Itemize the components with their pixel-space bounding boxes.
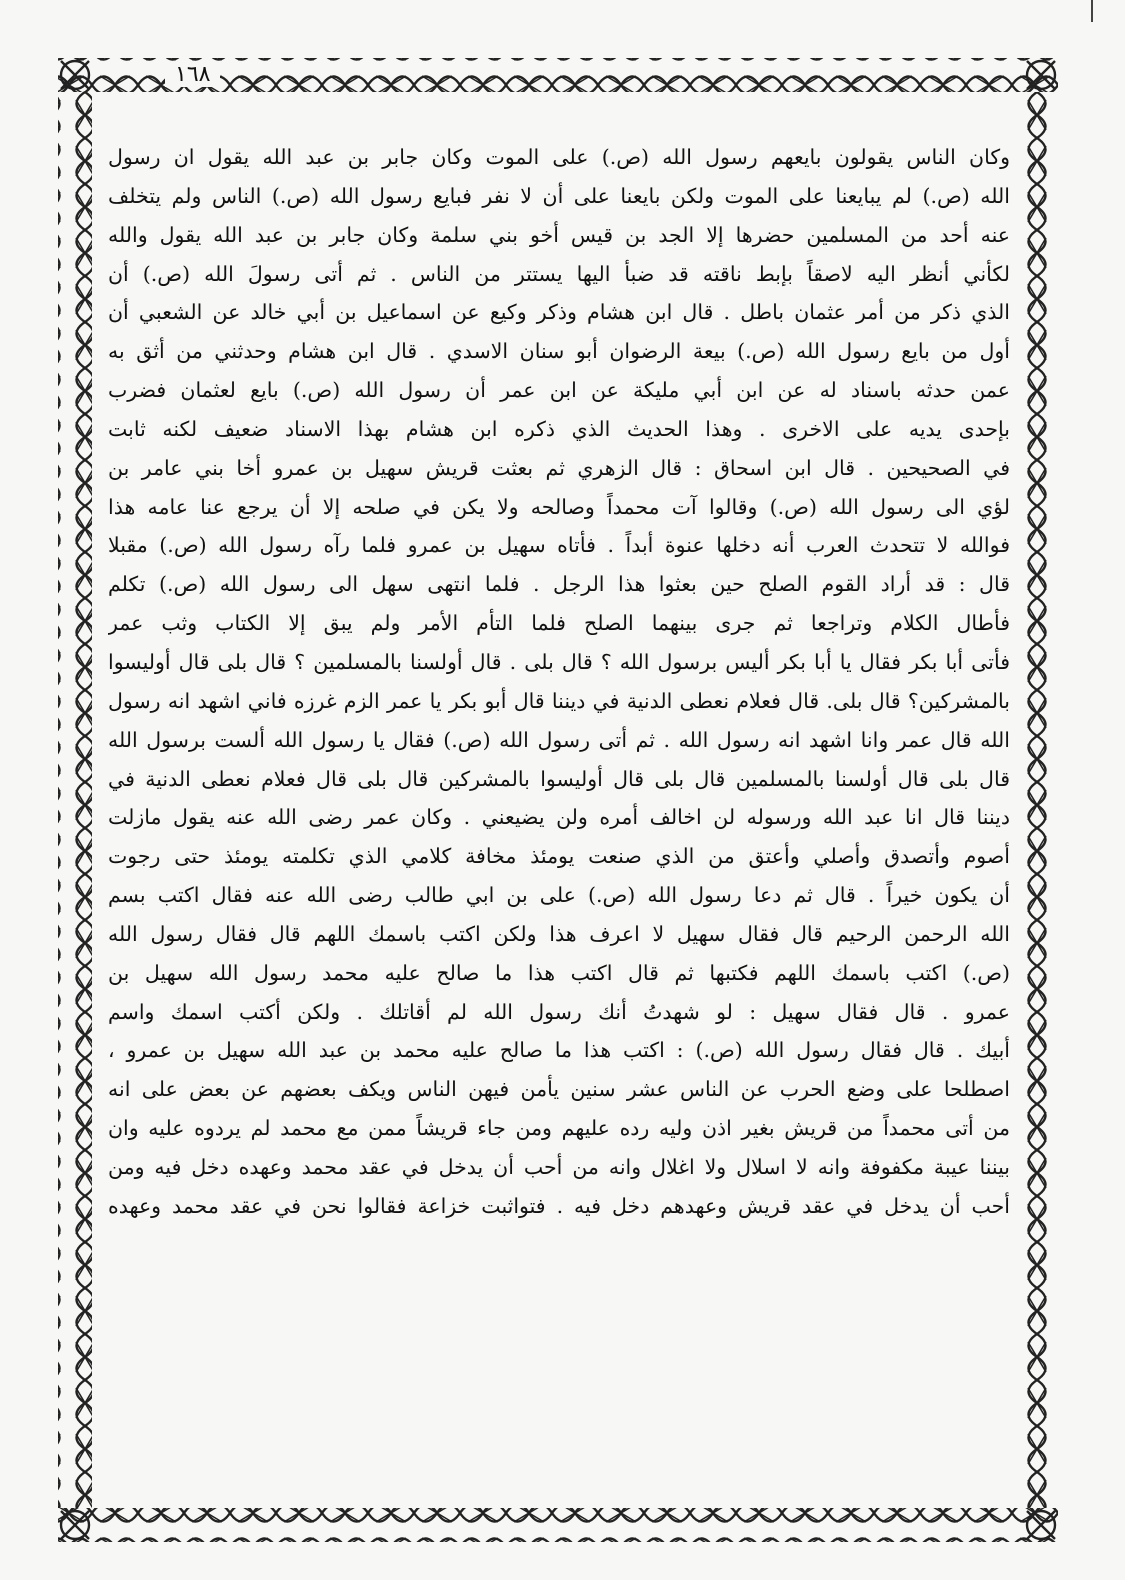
text-line: وكان الناس يقولون بايعهم رسول الله (ص.) على الموت وكان جابر بن عبد الله يقول ان رسول xyxy=(108,145,1010,169)
text-line: الله الرحمن الرحيم قال فقال سهيل لا اعرف هذا ولكن اكتب باسمك اللهم قال فقال رسول الله xyxy=(108,921,1010,946)
page-number: ١٦٨ xyxy=(165,62,220,87)
text-line: بالمشركين؟ قال بلى. قال فعلام نعطى الدنية في ديننا قال أبو بكر يا عمر الزم غرزه فاني اشهد انه رسول xyxy=(108,688,1010,713)
text-line: لكأني أنظر اليه لاصقاً بإبط ناقته قد ضبأ اليها يستتر من الناس . ثم أتى رسولَ الله (ص.) أن xyxy=(108,261,1010,286)
text-line: بإحدى يديه على الاخرى . وهذا الحديث الذي ذكره ابن هشام بهذا الاسناد ضعيف لكنه ثابت xyxy=(108,416,1010,441)
text-line: أحب أن يدخل في عقد قريش وعهدهم دخل فيه . فتواثبت خزاعة فقالوا نحن في عقد محمد وعهده xyxy=(108,1193,1010,1218)
text-line: أن يكون خيراً . قال ثم دعا رسول الله (ص.) على بن ابي طالب رضى الله عنه فقال اكتب بسم xyxy=(108,883,1010,908)
text-line: اصطلحا على وضع الحرب عن الناس عشر سنين يأمن فيهن الناس ويكف بعضهم عن بعض على انه xyxy=(108,1077,1010,1102)
text-line: عمن حدثه باسناد له عن ابن أبي مليكة عن ابن عمر أن رسول الله (ص.) بايع لعثمان فضرب xyxy=(108,378,1010,403)
text-line: قال بلى قال أولسنا بالمسلمين قال بلى قال أوليسوا بالمشركين قال بلى قال فعلام نعطى الدنية في xyxy=(108,766,1010,791)
text-line: فأتى أبا بكر فقال يا أبا بكر أليس برسول الله ؟ قال بلى . قال أولسنا بالمسلمين ؟ قال بلى قال أوليسوا xyxy=(108,649,1010,674)
text-line: (ص.) اكتب باسمك اللهم فكتبها ثم قال اكتب هذا ما صالح عليه محمد رسول الله سهيل بن xyxy=(108,960,1010,985)
text-line: الذي ذكر من أمر عثمان باطل . قال ابن هشام وذكر وكيع عن اسماعيل بن أبي خالد عن الشعبي أن xyxy=(108,300,1010,325)
text-line: قال : قد أراد القوم الصلح حين بعثوا هذا الرجل . فلما انتهى سهل الى رسول الله (ص.) تكلم xyxy=(108,572,1010,597)
text-line: أصوم وأتصدق وأصلي وأعتق من الذي صنعت يومئذ مخافة كلامي الذي تكلمته يومئذ حتى رجوت xyxy=(108,844,1010,869)
text-line: عمرو . قال فقال سهيل : لو شهدتُ أنك رسول الله لم أقاتلك . ولكن أكتب اسمك واسم xyxy=(108,999,1010,1024)
text-line: فأطال الكلام وتراجعا ثم جرى بينهما الصلح فلما التأم الأمر ولم يبق إلا الكتاب وثب عمر xyxy=(108,611,1010,636)
text-line: لؤي الى رسول الله (ص.) وقالوا آت محمداً وصالحه ولا يكن في صلحه إلا أن يرجع عنا عامه هذا xyxy=(108,494,1010,519)
text-line: ديننا قال انا عبد الله ورسوله لن اخالف أمره ولن يضيعني . وكان عمر رضى الله عنه يقول مازلت xyxy=(108,805,1010,830)
text-line: الله (ص.) لم يبايعنا على الموت ولكن بايعنا على أن لا نفر فبايع رسول الله (ص.) الناس ولم يتخلف xyxy=(108,183,1010,208)
text-line: أبيك . قال فقال رسول الله (ص.) : اكتب هذا ما صالح عليه محمد بن عبد الله سهيل بن عمرو ، xyxy=(108,1038,1010,1063)
text-line: من أتى محمداً من قريش بغير اذن وليه رده عليهم ومن جاء قريشاً ممن مع محمد لم يردوه عليه وان xyxy=(108,1116,1010,1141)
margin-ink-mark xyxy=(1091,0,1093,22)
text-line: أول من بايع رسول الله (ص.) بيعة الرضوان أبو سنان الاسدي . قال ابن هشام وحدثني من أثق به xyxy=(108,339,1010,364)
text-line: الله قال عمر وانا اشهد انه رسول الله . ثم أتى رسول الله (ص.) فقال يا رسول الله ألست برسول الله xyxy=(108,727,1010,752)
text-line: عنه أحد من المسلمين حضرها إلا الجد بن قيس أخو بني سلمة وكان جابر بن عبد الله يقول والله xyxy=(108,222,1010,247)
text-line: بيننا عيبة مكفوفة وانه لا اسلال ولا اغلال وانه من أحب أن يدخل في عقد محمد وعهده دخل فيه ومن xyxy=(108,1154,1010,1179)
text-line: فوالله لا تتحدث العرب أنه دخلها عنوة أبداً . فأتاه سهيل بن عمرو فلما رآه رسول الله (ص.) مقبلا xyxy=(108,533,1010,558)
text-line: في الصحيحين . قال ابن اسحاق : قال الزهري ثم بعثت قريش سهيل بن عمرو أخا بني عامر بن xyxy=(108,455,1010,480)
body-text xyxy=(108,138,1010,1478)
